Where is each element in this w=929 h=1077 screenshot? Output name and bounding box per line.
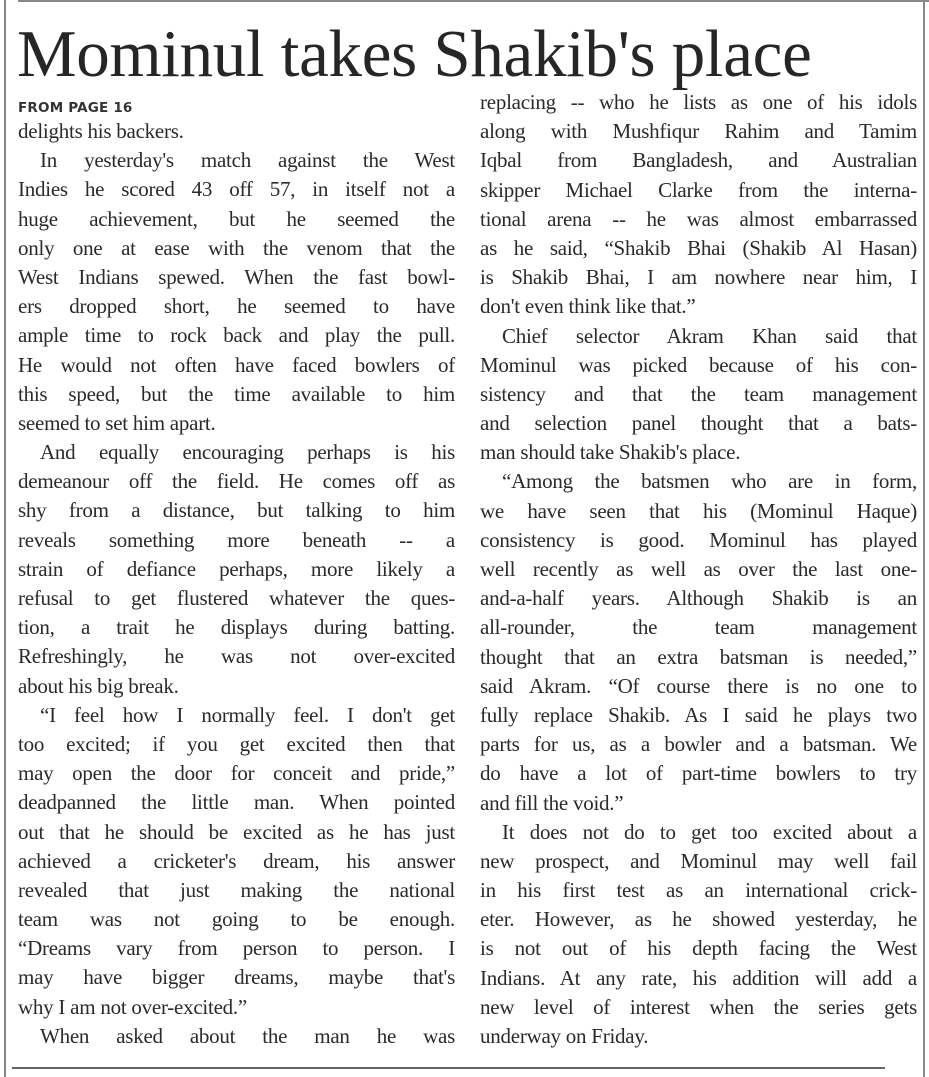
paragraph [480, 88, 917, 322]
text-line: shy from a distance, but talking to him [18, 498, 455, 523]
text-line: “Dreams vary from person to person. I [18, 936, 455, 961]
text-line: huge achievement, but he seemed the [18, 206, 455, 231]
text-line: only one at ease with the venom that the [18, 235, 455, 260]
text-line: And equally encouraging perhaps is his [40, 440, 455, 465]
text-line: consistency is good. Mominul has played [480, 527, 917, 552]
headline: Mominul takes Shakib's place [17, 17, 812, 91]
paragraph [480, 818, 917, 1052]
paragraph [18, 146, 455, 438]
text-line: Chief selector Akram Khan said that [502, 323, 917, 348]
paragraph [18, 117, 455, 146]
text-line: may have bigger dreams, maybe that's [18, 965, 455, 990]
continued-from-label: FROM PAGE 16 [18, 100, 133, 116]
text-line: tion, a trait he displays during batting. [18, 615, 455, 640]
text-line: replacing -- who he lists as one of his idols [480, 90, 917, 114]
text-line: man should take Shakib's place. [480, 440, 741, 465]
paragraph [480, 467, 917, 817]
text-line: may open the door for conceit and pride,” [18, 761, 455, 786]
text-line: tional arena -- he was almost embarrassed [480, 206, 917, 231]
text-line: and-a-half years. Although Shakib is an [480, 586, 917, 611]
text-line: team was not going to be enough. [18, 907, 455, 932]
text-line: revealed that just making the national [18, 877, 455, 902]
text-line: and selection panel thought that a bats- [480, 411, 917, 436]
text-line: sistency and that the team management [480, 381, 917, 406]
text-line: well recently as well as over the last one- [480, 557, 917, 581]
text-line: said Akram. “Of course there is no one to [480, 673, 917, 698]
text-line: delights his backers. [18, 119, 184, 143]
text-line: demeanour off the field. He comes off as [18, 469, 455, 494]
paragraph [18, 701, 455, 1022]
text-line: thought that an extra batsman is needed,” [480, 644, 917, 669]
text-line: seemed to set him apart. [18, 410, 216, 435]
text-line: In yesterday's match against the West [40, 148, 455, 173]
paragraph [18, 438, 455, 701]
text-line: too excited; if you get excited then that [18, 731, 455, 756]
text-line: He would not often have faced bowlers of [18, 352, 455, 377]
text-line: strain of defiance perhaps, more likely a [18, 556, 455, 581]
text-line: do have a lot of part-time bowlers to try [480, 761, 917, 786]
text-line: all-rounder, the team management [480, 615, 917, 640]
text-line: in his first test as an international crick- [480, 878, 917, 903]
text-line: fully replace Shakib. As I said he plays two [480, 702, 917, 727]
text-line: deadpanned the little man. When pointed [18, 790, 455, 815]
text-line: is Shakib Bhai, I am nowhere near him, I [480, 265, 917, 290]
frame-border-top [18, 0, 929, 2]
text-line: When asked about the man he was [40, 1023, 455, 1048]
text-line: skipper Michael Clarke from the interna- [480, 177, 917, 202]
text-line: reveals something more beneath -- a [18, 527, 455, 552]
text-line: Indians. At any rate, his addition will add a [480, 965, 917, 990]
text-line: is not out of his depth facing the West [480, 936, 917, 961]
paragraph [480, 322, 917, 468]
text-line: this speed, but the time available to him [18, 381, 455, 406]
article-column-left [18, 117, 455, 1051]
paragraph [18, 1022, 455, 1051]
text-line: Iqbal from Bangladesh, and Australian [480, 148, 917, 173]
frame-border-left [4, 0, 6, 1077]
text-line: eter. However, as he showed yesterday, he [480, 907, 917, 932]
text-line: Refreshingly, he was not over-excited [18, 644, 455, 669]
text-line: ers dropped short, he seemed to have [18, 294, 455, 319]
text-line: as he said, “Shakib Bhai (Shakib Al Hasan) [480, 235, 917, 260]
text-line: new prospect, and Mominul may well fail [480, 848, 917, 873]
text-line: “Among the batsmen who are in form, [502, 469, 917, 494]
text-line: Mominul was picked because of his con- [480, 352, 917, 377]
text-line: parts for us, as a bowler and a batsman. We [480, 732, 917, 757]
text-line: along with Mushfiqur Rahim and Tamim [480, 119, 917, 144]
text-line: about his big break. [18, 673, 179, 698]
text-line: and fill the void.” [480, 790, 624, 815]
text-line: why I am not over-excited.” [18, 994, 247, 1019]
text-line: It does not do to get too excited about a [502, 819, 917, 844]
text-line: achieved a cricketer's dream, his answer [18, 848, 455, 873]
text-line: out that he should be excited as he has just [18, 819, 455, 844]
text-line: underway on Friday. [480, 1024, 649, 1048]
text-line: we have seen that his (Mominul Haque) [480, 498, 917, 523]
text-line: West Indians spewed. When the fast bowl- [18, 264, 455, 289]
frame-border-right [923, 0, 925, 1077]
text-line: ample time to rock back and play the pull. [18, 323, 455, 348]
text-line: new level of interest when the series gets [480, 994, 917, 1019]
text-line: refusal to get flustered whatever the ques- [18, 586, 455, 610]
text-line: “I feel how I normally feel. I don't get [40, 702, 455, 727]
text-line: don't even think like that.” [480, 294, 696, 319]
text-line: Indies he scored 43 off 57, in itself not a [18, 177, 455, 202]
bottom-rule [12, 1067, 885, 1069]
article-column-right [480, 88, 917, 1051]
